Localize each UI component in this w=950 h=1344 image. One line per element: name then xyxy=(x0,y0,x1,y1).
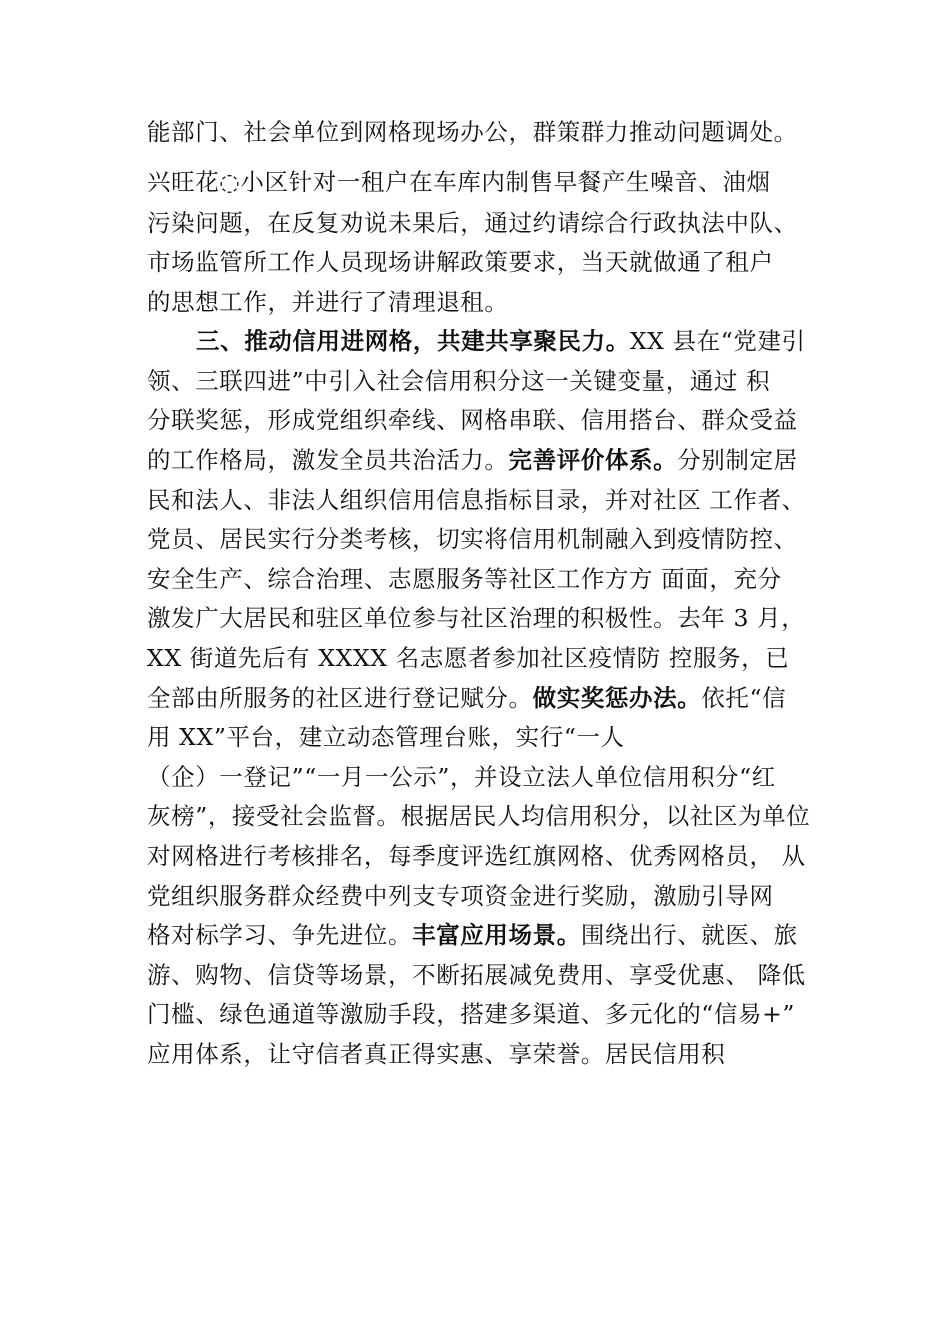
body-text-line: （企）一登记”“一月一公示”，并设立法人单位信用积分“红 xyxy=(147,763,776,791)
body-text-line: 党组织服务群众经费中列支专项资金进行奖励，激励引导网 xyxy=(147,882,774,910)
body-text-line: 游、购物、信贷等场景，不断拓展减免费用、享受优惠、 降低 xyxy=(147,961,806,989)
subheading: 丰富应用场景。 xyxy=(412,921,581,949)
body-text-line: 安全生产、综合治理、志愿服务等社区工作方方 面面，充分 xyxy=(147,565,782,593)
body-text-line: 对网格进行考核排名，每季度评选红旗网格、优秀网格员， 从 xyxy=(147,842,806,870)
body-text-line: 的工作格局，激发全员共治活力。完善评价体系。分别制定居 xyxy=(147,446,798,474)
body-text-line: 兴旺花◌小区针对一租户在车库内制售早餐产生噪音、油烟 xyxy=(147,168,771,196)
body-text-line: 民和法人、非法人组织信用信息指标目录，并对社区 工作者、 xyxy=(147,486,806,514)
body-text-line: 分联奖惩，形成党组织牵线、网格串联、信用搭台、群众受益 xyxy=(147,406,798,434)
body-text-line: 市场监管所工作人员现场讲解政策要求，当天就做通了租户 xyxy=(147,248,774,276)
section-heading-line: 三、推动信用进网格，共建共享聚民力。XX 县在“党建引 xyxy=(196,327,806,355)
body-text-line: 应用体系，让守信者真正得实惠、享荣誉。居民信用积 xyxy=(147,1040,726,1068)
body-text-line: 激发广大居民和驻区单位参与社区治理的积极性。去年 3 月， xyxy=(147,604,806,632)
body-text-line: 灰榜”，接受社会监督。根据居民人均信用积分，以社区为单位 xyxy=(147,802,811,830)
body-text-line: 用 XX”平台，建立动态管理台账，实行“一人 xyxy=(147,723,625,751)
body-text-line: 能部门、社会单位到网格现场办公，群策群力推动问题调处。 xyxy=(147,118,798,146)
body-text-line: 党员、居民实行分类考核，切实将信用机制融入到疫情防控、 xyxy=(147,525,798,553)
body-text-line: XX 街道先后有 XXXX 名志愿者参加社区疫情防 控服务，已 xyxy=(147,644,790,672)
body-text-line: 领、三联四进”中引入社会信用积分这一关键变量，通过 积 xyxy=(147,367,771,395)
body-text-line: 门槛、绿色通道等激励手段，搭建多渠道、多元化的“信易+” xyxy=(147,1000,796,1028)
body-text-line: 的思想工作，并进行了清理退租。 xyxy=(147,288,509,316)
subheading: 做实奖惩办法。 xyxy=(532,684,702,712)
section-heading: 三、推动信用进网格，共建共享聚民力。 xyxy=(196,327,630,355)
body-text-line: 格对标学习、争先进位。丰富应用场景。围绕出行、就医、旅 xyxy=(147,921,798,949)
subheading: 完善评价体系。 xyxy=(508,446,678,474)
body-text-line: 全部由所服务的社区进行登记赋分。做实奖惩办法。依托“信 xyxy=(147,684,787,712)
body-text-line: 污染问题，在反复劝说未果后，通过约请综合行政执法中队、 xyxy=(147,209,798,237)
